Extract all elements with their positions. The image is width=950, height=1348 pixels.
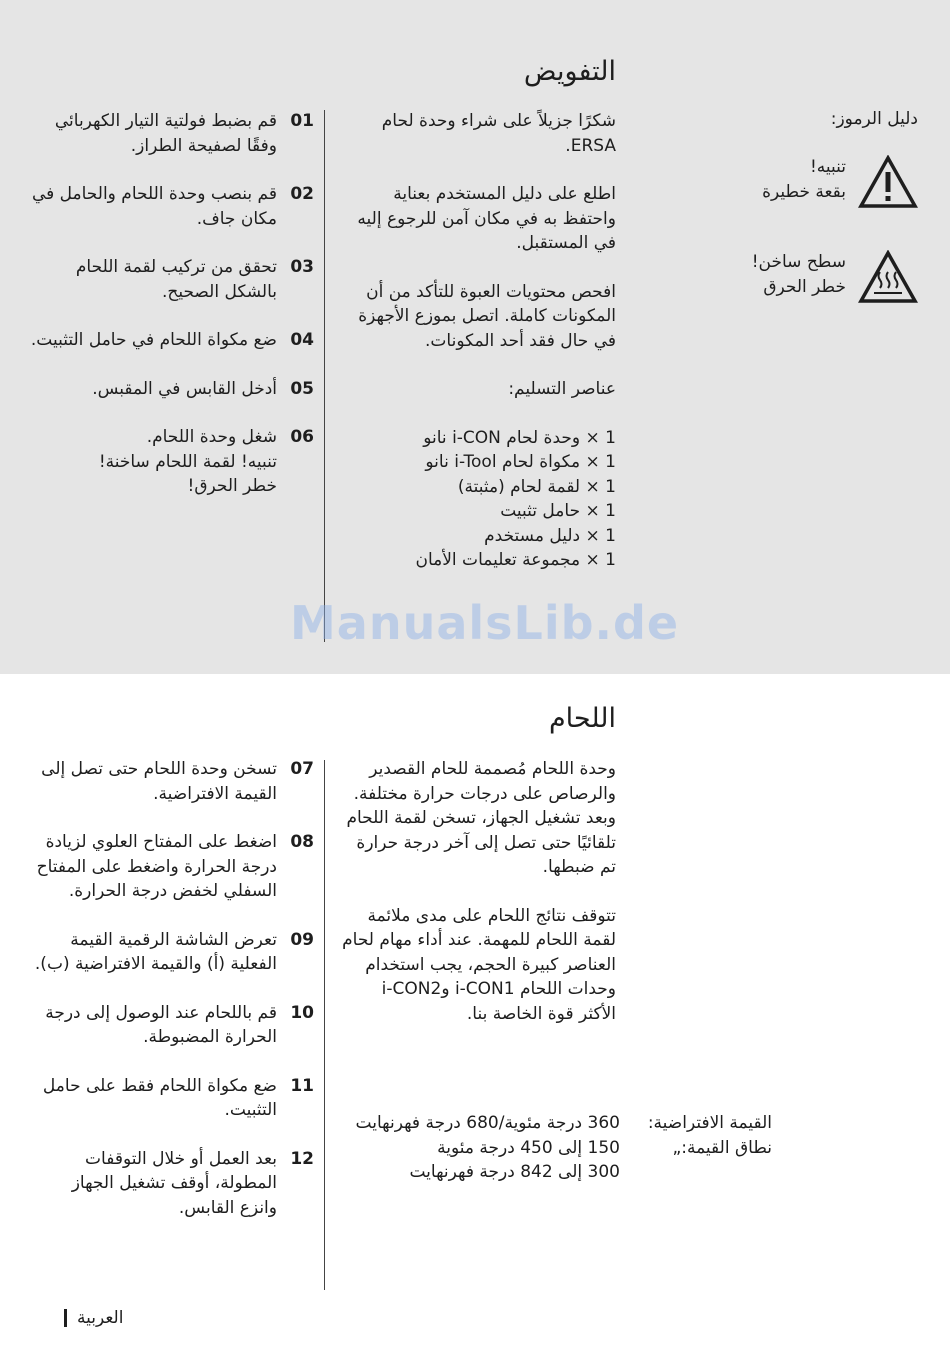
step-10 <box>30 1001 314 1050</box>
footer-language: العربية <box>77 1308 124 1328</box>
step-number: 07 <box>290 759 314 779</box>
step-07 <box>30 757 314 806</box>
step-text: تعرض الشاشة الرقمية القيمة الفعلية (أ) والقيمة الافتراضية (ب). <box>34 929 277 974</box>
step-11 <box>30 1074 314 1123</box>
symbol-legend-heading: دليل الرموز: <box>830 109 918 129</box>
step-06 <box>30 425 314 499</box>
soldering-steps-column <box>30 757 314 1220</box>
step-number: 02 <box>290 184 314 204</box>
step-number: 03 <box>290 257 314 277</box>
step-number: 08 <box>290 832 314 852</box>
symbol-hot-surface <box>700 250 918 306</box>
column-divider <box>324 110 325 642</box>
intro-paragraph: اطلع على دليل المستخدم بعناية واحتفظ به في مكان آمن للرجوع إليه في المستقبل. <box>357 184 616 253</box>
setup-title: التفويض <box>523 56 616 87</box>
list-item: 1 × دليل مستخدم <box>484 525 616 546</box>
warning-triangle-icon <box>858 155 918 211</box>
step-number: 10 <box>290 1002 314 1023</box>
symbol-hot-surface-text: سطح ساخن! خطر الحرق <box>751 252 846 297</box>
column-divider <box>324 760 325 1290</box>
step-text: قم باللحام عند الوصول إلى درجة الحرارة المضبوطة. <box>45 1002 277 1047</box>
step-12 <box>30 1147 314 1221</box>
watermark: ManualsLib.de <box>290 596 680 650</box>
hot-surface-icon <box>858 250 918 306</box>
step-text: تحقق من تركيب لقمة اللحام بالشكل الصحيح. <box>75 257 277 302</box>
list-item: 1 × وحدة لحام i-CON نانو <box>423 427 616 448</box>
step-number: 01 <box>290 111 314 131</box>
intro-paragraph: افحص محتويات العبوة للتأكد من أن المكونات كاملة. اتصل بموزع الأجهزة في حال فقد أحد المكونات. <box>358 281 616 351</box>
step-text: تسخن وحدة اللحام حتى تصل إلى القيمة الافتراضية. <box>41 759 277 804</box>
step-02 <box>30 182 314 231</box>
range-fahrenheit: 300 إلى 842 درجة فهرنهايت <box>409 1162 620 1182</box>
step-09 <box>30 928 314 977</box>
range-celsius: 150 إلى 450 درجة مئوية <box>437 1137 620 1158</box>
intro-paragraph: تتوقف نتائج اللحام على مدى ملائمة لقمة اللحام للمهمة. عند أداء مهام لحام العناصر كبيرة الحجم، يجب استخدام وحدات اللحام i-CON1 وi-CON2 الأكثر قوة الخاصة بنا. <box>342 905 616 1024</box>
page-footer <box>64 1308 123 1328</box>
setup-steps-column <box>30 109 314 499</box>
step-number: 12 <box>290 1148 314 1169</box>
list-item: 1 × حامل تثبيت <box>500 501 616 521</box>
step-text: اضغط على المفتاح العلوي لزيادة درجة الحرارة واضغط على المفتاح السفلي لخفض درجة الحرارة. <box>36 832 277 901</box>
step-number: 09 <box>290 929 314 950</box>
setup-intro-column <box>340 109 616 573</box>
step-text: قم بضبط فولتية التيار الكهربائي وفقًا لصفيحة الطراز. <box>54 111 277 156</box>
default-value-labels <box>630 1111 772 1160</box>
intro-paragraph: وحدة اللحام مُصممة للحام القصدير والرصاص على درجات حرارة مختلفة. وبعد تشغيل الجهاز، تسخن لقمة اللحام تلقائيًا حتى تصل إلى آخر درجة حرارة تم ضبطها. <box>346 759 616 877</box>
step-08 <box>30 830 314 904</box>
symbol-warning <box>700 155 918 211</box>
step-text: أدخل القابس في المقبس. <box>92 378 277 399</box>
step-text: بعد العمل أو خلال التوقفات المطولة، أوقف تشغيل الجهاز وانزع القابس. <box>71 1148 277 1218</box>
step-text: شغل وحدة اللحام. تنبيه! لقمة اللحام ساخنة! خطر الحرق! <box>98 427 277 496</box>
list-item: 1 × مكواة لحام i-Tool نانو <box>425 452 616 472</box>
default-value-label: القيمة الافتراضية: <box>647 1113 772 1133</box>
list-item: 1 × لقمة لحام (مثبتة) <box>457 476 616 497</box>
step-03 <box>30 255 314 304</box>
delivery-list <box>340 426 616 573</box>
footer-bar <box>64 1309 67 1327</box>
step-text: ضع مكواة اللحام في حامل التثبيت. <box>30 330 277 350</box>
soldering-title: اللحام <box>548 703 616 734</box>
soldering-intro-column <box>340 757 616 1050</box>
list-item: 1 × مجموعة تعليمات الأمان <box>415 550 616 570</box>
step-05 <box>30 377 314 402</box>
value-range-label: نطاق القيمة:„ <box>672 1137 772 1158</box>
default-values <box>320 1111 620 1185</box>
step-number: 04 <box>290 330 314 350</box>
default-value: 360 درجة مئوية/680 درجة فهرنهايت <box>355 1113 620 1133</box>
step-01 <box>30 109 314 158</box>
symbol-warning-text: تنبيه! بقعة خطيرة <box>762 157 846 202</box>
step-number: 05 <box>290 378 314 399</box>
step-04 <box>30 328 314 353</box>
step-number: 11 <box>290 1075 314 1096</box>
delivery-heading: عناصر التسليم: <box>508 379 616 399</box>
step-text: قم بنصب وحدة اللحام والحامل في مكان جاف. <box>31 184 277 229</box>
intro-paragraph: شكرًا جزيلاً على شراء وحدة لحام ERSA. <box>381 111 616 156</box>
step-text: ضع مكواة اللحام فقط على حامل التثبيت. <box>42 1075 277 1120</box>
step-number: 06 <box>290 427 314 447</box>
